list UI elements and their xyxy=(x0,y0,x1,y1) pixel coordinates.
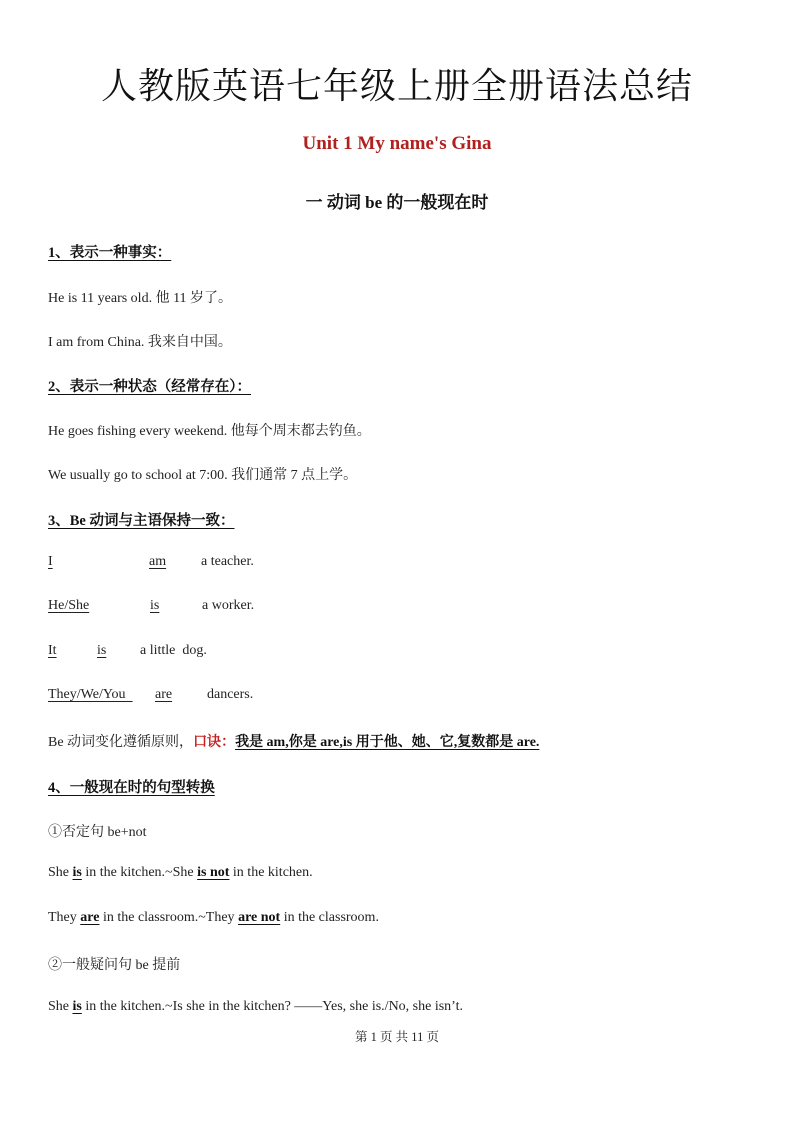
example-state-2: We usually go to school at 7:00. 我们通常 7 点上学。 xyxy=(48,468,358,483)
page-footer: 第 1 页 共 11 页 xyxy=(355,1030,439,1044)
row-verb: are xyxy=(155,687,173,702)
heading-conversion: 4、一般现在时的句型转换 xyxy=(48,780,215,796)
example-state-1: He goes fishing every weekend. 他每个周末都去钓鱼。 xyxy=(48,424,371,439)
row-rest: a worker. xyxy=(202,598,255,613)
row-verb: am xyxy=(149,554,167,569)
unit-heading: Unit 1 My name's Gina xyxy=(302,133,492,154)
row-verb: is xyxy=(97,643,107,658)
section-heading: 一 动词 be 的一般现在时 xyxy=(305,193,489,212)
question-example-1: She is in the kitchen.~Is she in the kitchen? ——Yes, she is./No, she isn’t. xyxy=(48,999,463,1014)
example-fact-1: He is 11 years old. 他 11 岁了。 xyxy=(48,291,233,306)
example-fact-2: I am from China. 我来自中国。 xyxy=(48,335,232,350)
rule-line: Be 动词变化遵循原则，口诀：我是 am,你是 are,is 用于他、她、它,复数都是 are. xyxy=(48,735,540,750)
heading-state: 2、表示一种状态（经常存在）： xyxy=(48,379,251,395)
row-subject: It xyxy=(48,643,57,658)
heading-agreement: 3、Be 动词与主语保持一致： xyxy=(48,513,235,529)
question-label: ②一般疑问句 be 提前 xyxy=(48,958,181,973)
row-rest: dancers. xyxy=(207,687,254,702)
row-rest: a teacher. xyxy=(201,554,254,569)
row-rest: a little dog. xyxy=(140,643,207,658)
document-title: 人教版英语七年级上册全册语法总结 xyxy=(100,66,693,106)
negative-label: ①否定句 be+not xyxy=(48,825,147,840)
rule-label: 口诀 xyxy=(193,735,222,750)
row-subject: I xyxy=(48,554,53,569)
rule-text: 我是 am,你是 are,is 用于他、她、它,复数都是 are. xyxy=(235,735,540,750)
negative-example-1: She is in the kitchen.~She is not in the kitchen. xyxy=(48,865,313,880)
row-subject: They/We/You xyxy=(48,687,133,702)
row-subject: He/She xyxy=(48,598,90,613)
row-verb: is xyxy=(150,598,160,613)
heading-fact: 1、表示一种事实： xyxy=(48,245,172,261)
negative-example-2: They are in the classroom.~They are not in the classroom. xyxy=(48,910,379,925)
